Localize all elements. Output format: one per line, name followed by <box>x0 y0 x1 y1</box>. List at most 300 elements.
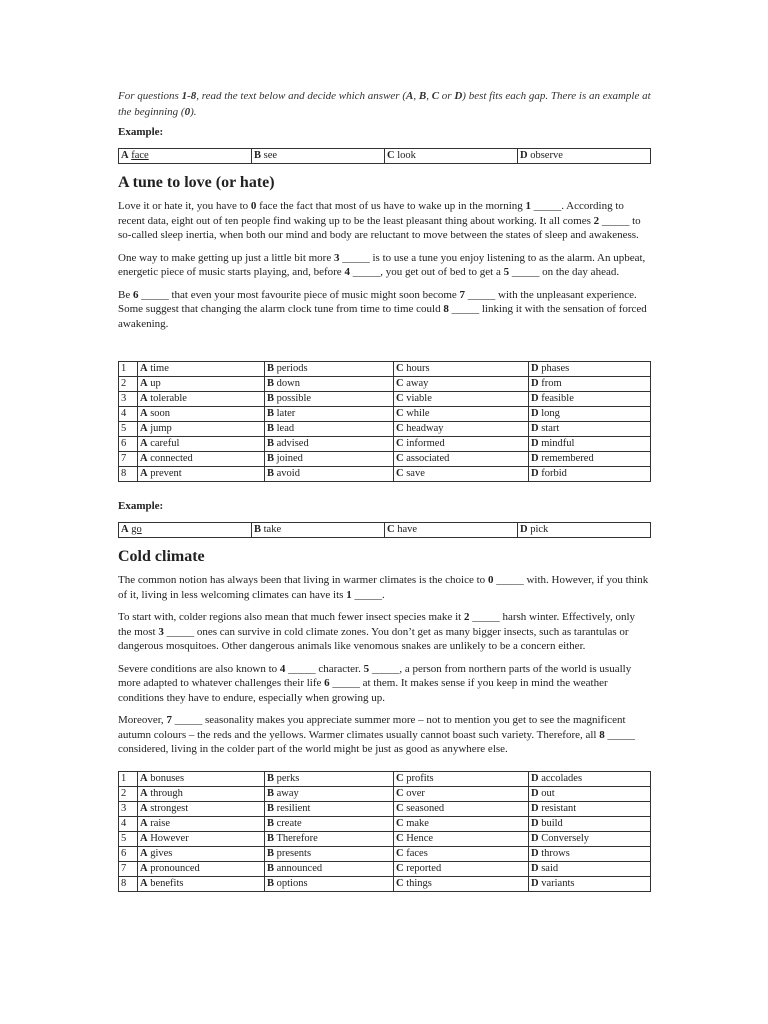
option-letter: C <box>396 393 404 404</box>
option-text: have <box>397 524 418 535</box>
options-row <box>119 362 651 377</box>
answer-option <box>265 362 394 377</box>
answer-option <box>394 362 529 377</box>
paragraph-text: Be <box>118 288 133 301</box>
options-row <box>119 876 651 891</box>
gap-number: 5 <box>503 266 510 278</box>
question-number: 6 <box>119 437 138 452</box>
answer-option <box>394 786 529 801</box>
answer-option <box>394 831 529 846</box>
section-cold <box>118 500 651 892</box>
option-letter: B <box>267 817 275 829</box>
gap-number: 2 <box>463 611 470 623</box>
option-text: mindful <box>541 438 575 449</box>
option-text: associated <box>406 453 450 464</box>
option-letter: C <box>396 847 404 859</box>
paragraph-text: _____, you get out of bed to get a <box>349 266 504 278</box>
option-text: informed <box>406 438 445 449</box>
example-label: Example: <box>118 500 164 512</box>
gap-number: 1 <box>525 200 532 212</box>
paragraph-text: _____ ones can survive in cold climate zones. You don’t get as many bigger insects, such as tarantulas or dangerous mosquitoes. Other dangerous animals like venomous snakes are unlikely to be a concern either. <box>118 625 629 652</box>
option-letter: B <box>267 787 275 799</box>
option-letter: C <box>387 150 395 161</box>
option-letter: D <box>531 408 539 419</box>
answer-option <box>138 377 265 392</box>
answer-option <box>265 407 394 422</box>
answer-option <box>265 771 394 786</box>
option-text: remembered <box>541 453 594 464</box>
option-letter: B <box>267 408 275 419</box>
option-letter: A <box>121 524 129 535</box>
option-text: observe <box>530 150 563 161</box>
option-text: pronounced <box>150 862 200 874</box>
option-letter: C <box>396 363 404 374</box>
option-letter: A <box>140 862 148 874</box>
option-letter: B <box>267 453 275 464</box>
passage <box>118 199 651 331</box>
gap-number: 0 <box>487 574 494 586</box>
answer-option <box>138 801 265 816</box>
answer-option <box>394 452 529 467</box>
gap-number: 0 <box>250 200 257 212</box>
example-table <box>118 148 651 164</box>
option-text: benefits <box>150 877 184 889</box>
option-letter: A <box>140 877 148 889</box>
option-text: down <box>276 378 300 389</box>
option-text: save <box>406 468 425 479</box>
question-number: 1 <box>119 362 138 377</box>
option-text: while <box>406 408 430 419</box>
option-letter: C <box>396 802 404 814</box>
paragraph-text: _____ that even your most favourite piece of music might soon become <box>138 288 460 301</box>
option-letter: D <box>531 438 539 449</box>
paragraph-text: To start with, colder regions also mean that much fewer insect species make it <box>118 611 464 623</box>
paragraph-text: _____ is to use a tune you enjoy listening to as the alarm. An upbeat, energetic piece of music starts playing, and, before <box>118 251 646 278</box>
option-letter: B <box>267 363 275 374</box>
instr-sep: , <box>413 90 419 102</box>
option-letter: B <box>267 438 275 449</box>
question-number: 4 <box>119 816 138 831</box>
example-option <box>252 149 385 164</box>
question-number: 3 <box>119 801 138 816</box>
option-text: accolades <box>541 772 583 784</box>
options-row <box>119 801 651 816</box>
instr-letter: A <box>406 90 414 102</box>
answer-option <box>394 801 529 816</box>
paragraph <box>118 573 651 602</box>
answer-option <box>529 392 651 407</box>
options-row <box>119 467 651 482</box>
section-title: A tune to love (or hate) <box>118 174 275 191</box>
section-tune <box>118 126 651 482</box>
option-letter: D <box>531 832 539 844</box>
answer-option <box>265 861 394 876</box>
option-letter: C <box>396 468 404 479</box>
answer-option <box>529 816 651 831</box>
paragraph-text: One way to make getting up just a little bit more <box>118 251 334 264</box>
answer-option <box>394 846 529 861</box>
option-text: joined <box>276 453 303 464</box>
options-row <box>119 786 651 801</box>
option-text: jump <box>150 423 172 434</box>
option-text: bonuses <box>150 772 185 784</box>
question-number: 8 <box>119 876 138 891</box>
answer-option <box>265 452 394 467</box>
paragraph-text: _____ to so-called sleep inertia, when both our mind and body are reluctant to move between the states of sleep and awakeness. <box>118 214 641 241</box>
option-letter: B <box>267 772 275 784</box>
answer-option <box>138 786 265 801</box>
options-row <box>119 392 651 407</box>
answer-option <box>529 846 651 861</box>
question-number: 1 <box>119 771 138 786</box>
option-text: lead <box>276 423 295 434</box>
question-number: 3 <box>119 392 138 407</box>
example-option <box>385 523 518 538</box>
option-letter: D <box>531 468 539 479</box>
answer-option <box>394 861 529 876</box>
example-label: Example: <box>118 126 164 138</box>
gap-number: 8 <box>599 728 605 741</box>
option-letter: C <box>396 877 404 889</box>
options-row <box>119 771 651 786</box>
gap-number: 2 <box>593 214 600 227</box>
option-text: viable <box>406 393 432 404</box>
passage <box>118 573 651 757</box>
answer-option <box>394 392 529 407</box>
gap-number: 7 <box>459 288 466 301</box>
answer-option <box>529 467 651 482</box>
answer-option <box>265 801 394 816</box>
paragraph-text: _____, a person from northern parts of the world is usually more adapted to whatever challenges their life <box>118 662 632 689</box>
options-row <box>119 452 651 467</box>
option-letter: A <box>121 150 129 161</box>
answer-option <box>265 422 394 437</box>
example-row <box>119 523 651 538</box>
answer-option <box>394 407 529 422</box>
paragraph-text: _____. <box>351 588 385 601</box>
option-text: presents <box>276 847 312 859</box>
option-letter: C <box>396 453 404 464</box>
answer-option <box>265 846 394 861</box>
option-letter: B <box>267 832 275 844</box>
option-text: things <box>406 877 432 889</box>
option-letter: A <box>140 438 148 449</box>
answer-option <box>529 377 651 392</box>
question-number: 4 <box>119 407 138 422</box>
option-text: reported <box>406 862 442 874</box>
answer-option <box>529 831 651 846</box>
answer-option <box>529 452 651 467</box>
answer-option <box>529 362 651 377</box>
option-letter: D <box>520 150 528 161</box>
example-option <box>119 149 252 164</box>
options-row <box>119 437 651 452</box>
example-row <box>119 149 651 164</box>
paragraph-text: Moreover, <box>118 714 167 726</box>
option-letter: D <box>531 378 539 389</box>
option-letter: A <box>140 393 148 404</box>
gap-number: 6 <box>132 288 139 301</box>
answer-option <box>138 407 265 422</box>
answer-option <box>394 876 529 891</box>
answer-option <box>265 467 394 482</box>
option-text: perks <box>276 772 300 784</box>
option-letter: D <box>531 393 539 404</box>
answer-option <box>529 437 651 452</box>
option-text: prevent <box>150 468 182 479</box>
option-text: phases <box>541 363 570 374</box>
answer-option <box>265 392 394 407</box>
paragraph <box>118 610 651 654</box>
question-number: 2 <box>119 786 138 801</box>
paragraph <box>118 251 651 280</box>
option-letter: A <box>140 802 148 814</box>
options-row <box>119 861 651 876</box>
question-number: 7 <box>119 452 138 467</box>
section-title: Cold climate <box>118 548 205 565</box>
answer-option <box>394 422 529 437</box>
option-letter: C <box>396 423 404 434</box>
option-text: away <box>406 378 429 389</box>
question-number: 5 <box>119 422 138 437</box>
answer-option <box>138 392 265 407</box>
option-letter: D <box>531 877 539 889</box>
answer-option <box>138 861 265 876</box>
worksheet <box>118 88 651 892</box>
paragraph-text: _____. According to recent data, eight out of ten people find waking up to be the least pleasant thing about working. It all comes <box>118 200 624 227</box>
option-letter: C <box>396 817 404 829</box>
option-letter: A <box>140 817 148 829</box>
answer-option <box>138 831 265 846</box>
answer-option <box>529 786 651 801</box>
option-text: resilient <box>276 802 311 814</box>
option-letter: D <box>531 453 539 464</box>
option-letter: D <box>520 524 528 535</box>
instr-letter: C <box>431 90 440 102</box>
instructions <box>118 88 651 120</box>
options-row <box>119 831 651 846</box>
answer-option <box>394 467 529 482</box>
option-letter: A <box>140 772 148 784</box>
option-letter: B <box>267 847 275 859</box>
answer-option <box>138 771 265 786</box>
option-letter: D <box>531 847 539 859</box>
answer-option <box>529 861 651 876</box>
gap-number: 7 <box>166 714 172 726</box>
answer-option <box>265 437 394 452</box>
option-text: Therefore <box>276 832 318 844</box>
paragraph <box>118 662 651 706</box>
option-text: possible <box>276 393 312 404</box>
option-text: feasible <box>541 393 574 404</box>
example-option <box>119 523 252 538</box>
option-text: throws <box>541 847 570 859</box>
option-letter: B <box>267 393 275 404</box>
paragraph-text: _____ with the unpleasant experience. Some suggest that changing the alarm clock tune from time to time could <box>118 288 637 315</box>
example-option <box>518 149 651 164</box>
gap-number: 5 <box>363 662 370 675</box>
paragraph-text: _____ with. However, if you think of it, living in less welcoming climates can have its <box>118 574 649 601</box>
option-text: Hence <box>406 832 434 844</box>
option-text: through <box>150 787 183 799</box>
option-text: strongest <box>150 802 189 814</box>
option-letter: A <box>140 468 148 479</box>
answer-option <box>394 771 529 786</box>
paragraph-text: _____ linking it with the sensation of forced awakening. <box>118 303 647 330</box>
option-text: gives <box>150 847 173 859</box>
options-table <box>118 361 651 482</box>
question-number: 6 <box>119 846 138 861</box>
gap-number: 3 <box>158 625 164 638</box>
option-text: forbid <box>541 468 567 479</box>
options-row <box>119 377 651 392</box>
options-row <box>119 846 651 861</box>
option-letter: C <box>396 438 404 449</box>
paragraph-text: Love it or hate it, you have to <box>118 200 251 212</box>
answer-option <box>265 831 394 846</box>
option-text: seasoned <box>406 802 445 814</box>
option-text: pick <box>530 524 549 535</box>
option-letter: C <box>396 862 404 874</box>
option-letter: D <box>531 817 539 829</box>
answer-option <box>265 377 394 392</box>
option-letter: D <box>531 772 539 784</box>
option-text: resistant <box>541 802 577 814</box>
option-text: Conversely <box>541 832 590 844</box>
option-letter: B <box>267 877 275 889</box>
option-letter: D <box>531 862 539 874</box>
option-text: variants <box>541 877 575 889</box>
option-letter: A <box>140 363 148 374</box>
option-letter: D <box>531 787 539 799</box>
answer-option <box>394 816 529 831</box>
option-letter: D <box>531 802 539 814</box>
option-text: periods <box>276 363 308 374</box>
options-row <box>119 422 651 437</box>
paragraph-text: _____ character. <box>285 662 364 675</box>
answer-option <box>529 422 651 437</box>
option-letter: A <box>140 787 148 799</box>
paragraph-text: Severe conditions are also known to <box>118 662 280 675</box>
options-row <box>119 407 651 422</box>
option-text: see <box>263 150 278 161</box>
instr-letter: D <box>454 90 463 102</box>
answer-option <box>138 846 265 861</box>
option-letter: A <box>140 423 148 434</box>
option-text: advised <box>276 438 309 449</box>
option-text: up <box>150 378 161 389</box>
option-letter: C <box>387 524 395 535</box>
paragraph <box>118 288 651 332</box>
option-letter: A <box>140 453 148 464</box>
option-letter: B <box>267 423 275 434</box>
answer-option <box>138 816 265 831</box>
option-text: out <box>541 787 555 799</box>
paragraph-text: _____ considered, living in the colder part of the world might be just as good as anywhere else. <box>118 728 635 755</box>
paragraph <box>118 713 651 757</box>
option-text: soon <box>150 408 171 419</box>
instr-sep: or <box>439 90 455 102</box>
option-text: make <box>406 817 429 829</box>
option-text: options <box>276 877 308 889</box>
answer-option <box>138 422 265 437</box>
options-table <box>118 771 651 892</box>
paragraph-text: The common notion has always been that living in warmer climates is the choice to <box>118 574 488 586</box>
answer-option <box>138 876 265 891</box>
question-number: 8 <box>119 467 138 482</box>
paragraph-text: _____ at them. It makes sense if you keep in mind the weather conditions they have to endure, especially when growing up. <box>118 677 608 704</box>
option-text: time <box>150 363 169 374</box>
instr-sep: , <box>426 90 432 102</box>
answer-option <box>529 801 651 816</box>
instr-text: ). <box>190 106 197 118</box>
option-text: tolerable <box>150 393 187 404</box>
instr-text: For questions <box>118 90 182 102</box>
paragraph-text: _____ seasonality makes you appreciate summer more – not to mention you get to see the magnificent autumn colours – the reds and the yellows. Warmer climates usually cannot boast such variety. Therefore, all <box>118 714 626 741</box>
option-letter: D <box>531 423 539 434</box>
paragraph-text: face the fact that most of us have to wake up in the morning <box>256 200 526 212</box>
gap-number: 6 <box>324 677 330 689</box>
example-option <box>252 523 385 538</box>
option-text: connected <box>150 453 193 464</box>
option-letter: A <box>140 847 148 859</box>
answer-option <box>265 876 394 891</box>
answer-option <box>394 437 529 452</box>
option-text: hours <box>406 363 430 374</box>
option-text: faces <box>406 847 428 859</box>
answer-option <box>138 362 265 377</box>
question-number: 7 <box>119 861 138 876</box>
option-letter: B <box>267 862 275 874</box>
option-letter: A <box>140 378 148 389</box>
answer-option <box>138 452 265 467</box>
option-letter: C <box>396 408 404 419</box>
option-text: over <box>406 787 425 799</box>
example-option <box>518 523 651 538</box>
question-number: 5 <box>119 831 138 846</box>
option-text: However <box>150 832 189 844</box>
option-text: from <box>541 378 562 389</box>
option-text: create <box>276 817 302 829</box>
option-text: said <box>541 862 559 874</box>
gap-number: 8 <box>443 303 449 315</box>
option-text: take <box>263 524 282 535</box>
instr-range: 1-8 <box>181 90 197 102</box>
option-text: headway <box>406 423 444 434</box>
option-text: announced <box>276 862 323 874</box>
option-text: look <box>397 150 416 161</box>
option-letter: B <box>267 802 275 814</box>
instr-zero: 0 <box>184 106 191 118</box>
option-text: long <box>541 408 560 419</box>
option-text: away <box>276 787 299 799</box>
option-text: raise <box>150 817 171 829</box>
option-text: go <box>131 524 142 535</box>
option-text: profits <box>406 772 434 784</box>
paragraph <box>118 199 651 243</box>
gap-number: 4 <box>344 266 350 278</box>
answer-option <box>529 876 651 891</box>
gap-number: 3 <box>333 251 340 264</box>
gap-number: 4 <box>279 662 286 675</box>
option-letter: B <box>254 150 262 161</box>
question-number: 2 <box>119 377 138 392</box>
option-letter: D <box>531 363 539 374</box>
option-letter: B <box>267 378 275 389</box>
option-letter: A <box>140 408 148 419</box>
option-text: later <box>276 408 296 419</box>
instr-text: ) best fits each gap. There is an example at the beginning ( <box>118 90 651 118</box>
